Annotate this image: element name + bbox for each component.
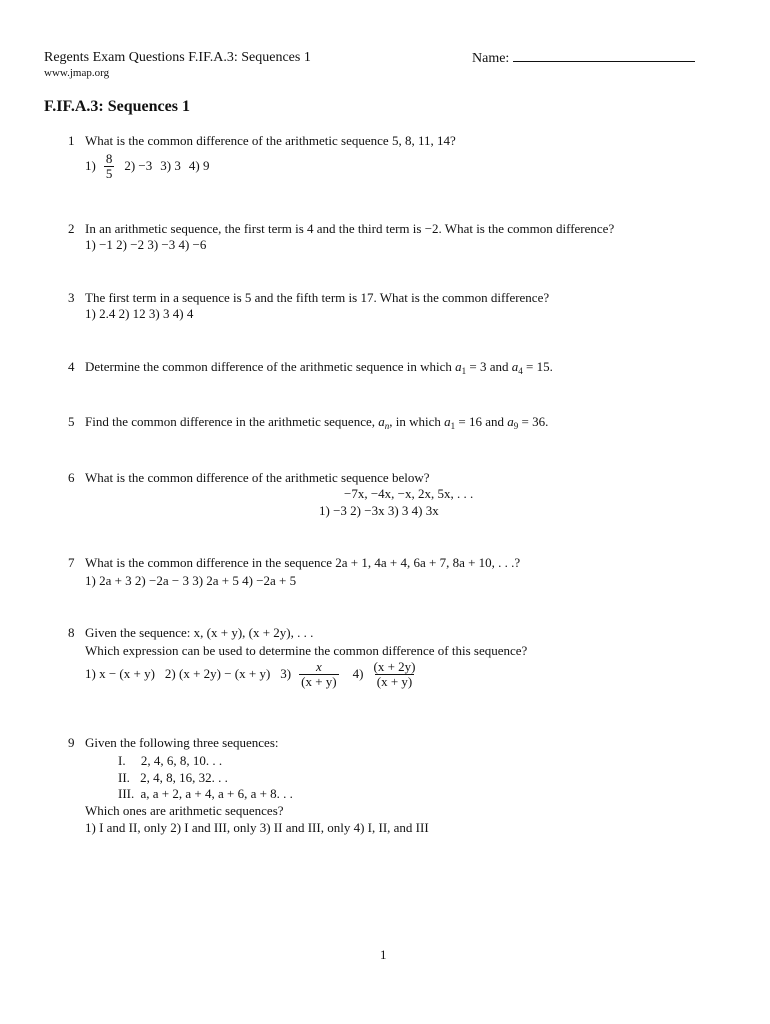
question-number: 2 (68, 221, 75, 236)
question-number: 6 (68, 470, 75, 485)
question-2 (68, 221, 615, 237)
question-8 (68, 625, 314, 641)
sequence-item-2 (118, 770, 228, 786)
question-number: 7 (68, 555, 75, 570)
question-prompt: In an arithmetic sequence, the first term is 4 and the third term is −2. What is the common difference? (85, 221, 615, 236)
question-number: 3 (68, 290, 75, 305)
question-prompt-line-1: Given the sequence: x, (x + y), (x + 2y), . . . (85, 625, 314, 640)
choice-1: 1) x − (x + y) (85, 666, 155, 682)
question-number: 9 (68, 735, 75, 750)
page-number: 1 (380, 947, 387, 962)
website-url: www.jmap.org (44, 67, 110, 79)
sequence-item-3 (118, 786, 293, 802)
header-title: Regents Exam Questions F.IF.A.3: Sequences 1 (44, 50, 311, 65)
question-prompt: What is the common difference in the sequence 2a + 1, 4a + 4, 6a + 7, 8a + 10, . . .? (85, 555, 521, 570)
question-prompt: Determine the common difference of the arithmetic sequence in which $a_1 = 3$ and $a_4 = 15$. (85, 359, 553, 376)
question-7-choices: 1) 2a + 3 2) −2a − 3 3) 2a + 5 4) −2a + 5 (85, 573, 297, 588)
choice-3-label: 3) (280, 666, 292, 682)
question-6 (68, 470, 430, 486)
sequence-text: 2, 4, 6, 8, 10. . . (140, 753, 223, 768)
question-2-choices: 1) −1 2) −2 3) −3 4) −6 (85, 237, 207, 252)
question-prompt: What is the common difference of the arithmetic sequence below? (85, 470, 430, 485)
fraction-denominator: (x + y) (376, 673, 413, 689)
choice-1-fraction (104, 152, 115, 180)
question-9-choices: 1) I and II, only 2) I and III, only 3) II and III, only 4) I, II, and III (85, 820, 429, 835)
choice-4-fraction (371, 660, 417, 688)
choice-2: 2) −3 (124, 158, 153, 174)
question-1-choices (85, 152, 209, 180)
question-1 (68, 133, 456, 149)
choice-1-label: 1) (85, 158, 96, 174)
fraction-numerator: x (316, 659, 322, 674)
name-label: Name: (472, 51, 510, 66)
question-5 (68, 414, 549, 431)
choice-3-fraction (299, 660, 339, 688)
question-prompt: Given the following three sequences: (85, 735, 279, 750)
sequence-text: 2, 4, 8, 16, 32. . . (140, 770, 228, 785)
choice-2: 2) (x + 2y) − (x + y) (164, 666, 271, 682)
name-blank-line (513, 49, 695, 62)
question-number: 1 (68, 133, 75, 148)
name-field (472, 49, 695, 68)
question-prompt: What is the common difference of the arithmetic sequence 5, 8, 11, 14? (85, 133, 456, 148)
sequence-item-1 (118, 753, 222, 769)
sequence-label: I. (118, 753, 126, 768)
fraction-denominator: 5 (105, 165, 113, 181)
section-title: F.IF.A.3: Sequences 1 (44, 98, 190, 115)
sequence-label: III. (118, 786, 135, 801)
question-6-choices: 1) −3 2) −3x 3) 3 4) 3x (319, 503, 439, 518)
question-prompt: Find the common difference in the arithmetic sequence, $a_n$, in which $a_1 = 16$ and $a_9 = 36$. (85, 414, 549, 431)
question-prompt: The first term in a sequence is 5 and the fifth term is 17. What is the common difference? (85, 290, 550, 305)
fraction-numerator: 8 (105, 151, 113, 166)
question-9 (68, 735, 279, 751)
choice-4-label: 4) (352, 666, 364, 682)
sequence-text: a, a + 2, a + 4, a + 6, a + 8. . . (140, 786, 293, 801)
question-9-question: Which ones are arithmetic sequences? (85, 803, 284, 818)
choice-3: 3) 3 (160, 158, 181, 174)
question-number: 4 (68, 359, 75, 374)
choice-4: 4) 9 (188, 158, 210, 174)
question-7 (68, 555, 521, 571)
question-3-choices: 1) 2.4 2) 12 3) 3 4) 4 (85, 306, 194, 321)
question-8-prompt-line-2: Which expression can be used to determine the common difference of this sequence? (85, 643, 528, 658)
question-4 (68, 359, 553, 376)
question-3 (68, 290, 550, 306)
question-8-choices (85, 660, 419, 688)
question-number: 8 (68, 625, 75, 640)
fraction-numerator: (x + 2y) (373, 659, 416, 674)
sequence-label: II. (118, 770, 130, 785)
fraction-denominator: (x + y) (301, 673, 337, 689)
question-6-sequence: −7x, −4x, −x, 2x, 5x, . . . (344, 486, 474, 501)
question-number: 5 (68, 414, 75, 429)
